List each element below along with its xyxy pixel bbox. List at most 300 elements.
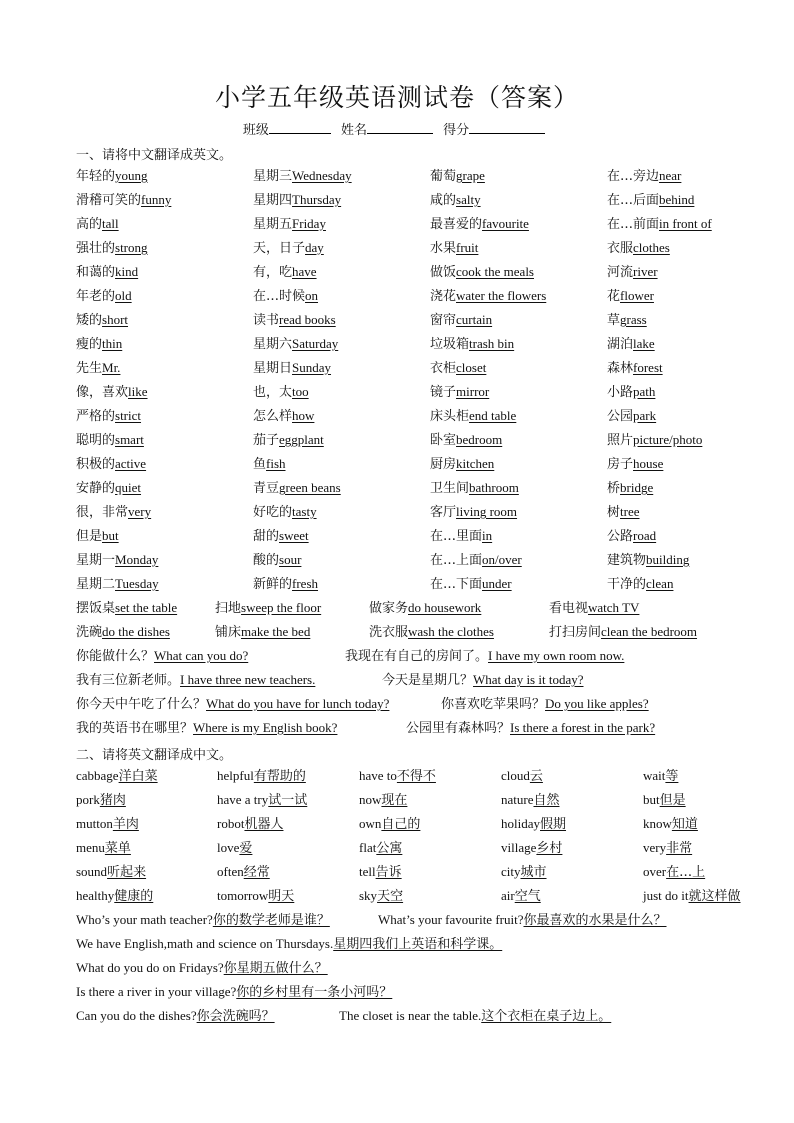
answer-text: do housework [408, 600, 482, 615]
class-label: 班级 [242, 123, 269, 138]
answer-text: in [482, 528, 493, 543]
question-text: 酸的 [253, 553, 280, 568]
answer-text: bathroom [469, 480, 519, 495]
translation-item [430, 552, 525, 569]
answer-text: 不得不 [396, 769, 436, 784]
translation-item [76, 552, 161, 569]
answer-text: building [646, 552, 690, 567]
question-text: 窗帘 [430, 313, 457, 328]
translation-item [253, 216, 329, 233]
translation-item [430, 432, 505, 449]
answer-text: Wednesday [292, 168, 352, 183]
question-text: over [643, 864, 667, 879]
translation-item [359, 816, 423, 833]
translation-item [607, 576, 676, 593]
translation-item [430, 192, 484, 209]
question-text: 最喜爱的 [430, 217, 483, 232]
question-text: 我的英语书在哪里？ [76, 721, 194, 736]
translation-item [76, 288, 135, 305]
question-text: 鱼 [253, 457, 267, 472]
question-text: 积极的 [76, 457, 116, 472]
translation-item [76, 336, 125, 353]
translation-item [607, 456, 666, 473]
answer-text: What can you do? [154, 648, 249, 663]
answer-text: living room [456, 504, 518, 519]
answer-text: 等 [665, 769, 679, 784]
question-text: 怎么样 [253, 409, 293, 424]
translation-item [382, 672, 586, 689]
answer-text: how [292, 408, 315, 423]
translation-item [76, 624, 173, 641]
name-label: 姓名 [340, 123, 367, 138]
question-text: 强壮的 [76, 241, 116, 256]
answer-text: sweet [279, 528, 309, 543]
question-text: 看电视 [549, 601, 589, 616]
answer-text: path [633, 384, 656, 399]
answer-text: 你的乡村里有一条小河吗？ [236, 985, 393, 1000]
translation-item [441, 696, 652, 713]
translation-item [253, 408, 317, 425]
translation-item [76, 528, 122, 545]
answer-text: day [305, 240, 324, 255]
translation-item [76, 864, 149, 881]
answer-text: 现在 [381, 793, 408, 808]
name-blank [367, 120, 433, 134]
question-text: helpful [217, 768, 254, 783]
question-text: 好吃的 [253, 505, 293, 520]
answer-text: mirror [456, 384, 490, 399]
question-text: 公路 [607, 529, 634, 544]
question-text: have a try [217, 792, 269, 807]
question-text: 干净的 [607, 577, 647, 592]
question-text: 葡萄 [430, 169, 457, 184]
translation-item [76, 216, 122, 233]
question-text: 扫地 [215, 601, 242, 616]
answer-text: green beans [279, 480, 341, 495]
question-text: sky [359, 888, 378, 903]
question-text: own [359, 816, 382, 831]
question-text: 有，吃 [253, 265, 293, 280]
translation-item [549, 600, 642, 617]
translation-item [643, 864, 708, 881]
answer-text: 明天 [268, 889, 295, 904]
question-text: 公园里有森林吗？ [406, 721, 511, 736]
answer-text: clothes [633, 240, 670, 255]
question-text: 在…下面 [430, 577, 483, 592]
translation-item [76, 696, 392, 713]
question-text: 年老的 [76, 289, 116, 304]
question-text: What do you do on Fridays? [76, 960, 224, 975]
answer-text: on/over [482, 552, 522, 567]
question-text: 草 [607, 313, 621, 328]
question-text: just do it [643, 888, 689, 903]
translation-item [430, 384, 492, 401]
question-text: 星期一 [76, 553, 116, 568]
translation-item [501, 816, 569, 833]
answer-text: Sunday [292, 360, 332, 375]
translation-item [607, 288, 657, 305]
question-text: 聪明的 [76, 433, 116, 448]
answer-text: 这个衣柜在桌子边上。 [481, 1009, 612, 1024]
answer-text: active [115, 456, 147, 471]
answer-text: 听起来 [107, 865, 147, 880]
question-text: 星期六 [253, 337, 293, 352]
answer-text: closet [456, 360, 487, 375]
translation-item [76, 480, 144, 497]
translation-item [215, 624, 313, 641]
translation-item [253, 504, 320, 521]
question-text: village [501, 840, 537, 855]
question-text: 镜子 [430, 385, 457, 400]
translation-item [359, 768, 439, 785]
translation-item [345, 648, 627, 665]
answer-text: road [633, 528, 657, 543]
translation-item [253, 384, 312, 401]
translation-item [215, 600, 324, 617]
question-text: 床头柜 [430, 409, 470, 424]
translation-item [607, 168, 684, 185]
translation-item [369, 600, 484, 617]
question-text: 星期三 [253, 169, 293, 184]
answer-text: 自己的 [381, 817, 421, 832]
translation-item [76, 384, 151, 401]
translation-item [430, 312, 495, 329]
answer-text: 猪肉 [99, 793, 126, 808]
answer-text: 你星期五做什么？ [223, 961, 328, 976]
answer-text: 菜单 [104, 841, 131, 856]
answer-text: 爱 [239, 841, 253, 856]
answer-text: 洋白菜 [118, 769, 158, 784]
translation-item [607, 552, 692, 569]
translation-item [501, 888, 544, 905]
answer-text: Monday [115, 552, 159, 567]
question-text: cloud [501, 768, 530, 783]
question-text: 洗碗 [76, 625, 103, 640]
answer-text: make the bed [241, 624, 311, 639]
translation-item [253, 240, 327, 257]
translation-item [607, 432, 705, 449]
question-text: very [643, 840, 667, 855]
question-text: holiday [501, 816, 540, 831]
question-text: 湖泊 [607, 337, 634, 352]
question-text: 瘦的 [76, 337, 103, 352]
question-text: 但是 [76, 529, 103, 544]
answer-text: 你最喜欢的水果是什么？ [523, 913, 667, 928]
translation-item [253, 312, 339, 329]
answer-text: 乡村 [536, 841, 563, 856]
question-text: 我有三位新老师。 [76, 673, 181, 688]
translation-item [643, 816, 701, 833]
translation-item [253, 168, 355, 185]
question-text: Who’s your math teacher? [76, 912, 213, 927]
question-text: cabbage [76, 768, 119, 783]
translation-item [217, 816, 286, 833]
question-text: 你喜欢吃苹果吗？ [441, 697, 546, 712]
score-blank [469, 120, 545, 134]
question-text: 茄子 [253, 433, 280, 448]
answer-text: but [102, 528, 119, 543]
translation-item [643, 840, 695, 857]
translation-item [430, 264, 537, 281]
answer-text: Is there a forest in the park? [510, 720, 656, 735]
answer-text: 天空 [377, 889, 404, 904]
question-text: 桥 [607, 481, 621, 496]
translation-item [607, 192, 697, 209]
question-text: 你能做什么？ [76, 649, 155, 664]
class-blank [269, 120, 331, 134]
translation-item [76, 960, 331, 977]
answer-text: short [102, 312, 129, 327]
translation-item [378, 912, 670, 929]
translation-item [607, 408, 659, 425]
question-text: 照片 [607, 433, 634, 448]
answer-text: 但是 [659, 793, 686, 808]
question-text: 也，太 [253, 385, 293, 400]
translation-item [76, 168, 151, 185]
question-text: city [501, 864, 521, 879]
answer-text: like [128, 384, 148, 399]
translation-item [76, 600, 180, 617]
translation-item [253, 456, 289, 473]
translation-item [217, 768, 309, 785]
answer-text: river [633, 264, 658, 279]
section-1-heading: 一、请将中文翻译成英文。 [76, 148, 233, 163]
question-text: 今天是星期几？ [382, 673, 474, 688]
translation-item [253, 192, 344, 209]
answer-text: park [633, 408, 657, 423]
answer-text: 假期 [540, 817, 567, 832]
answer-text: 公寓 [376, 841, 403, 856]
answer-text: Do you like apples? [545, 696, 649, 711]
answer-text: Tuesday [115, 576, 159, 591]
question-text: 水果 [430, 241, 457, 256]
translation-item [430, 288, 549, 305]
answer-text: strong [115, 240, 148, 255]
translation-item [76, 840, 134, 857]
translation-item [76, 312, 131, 329]
translation-item [76, 912, 333, 929]
answer-text: set the table [115, 600, 178, 615]
question-text: 森林 [607, 361, 634, 376]
translation-item [76, 264, 141, 281]
answer-text: 有帮助的 [253, 769, 306, 784]
translation-item [607, 216, 715, 233]
answer-text: 机器人 [244, 817, 284, 832]
answer-text: thin [102, 336, 123, 351]
question-text: tell [359, 864, 376, 879]
answer-text: wash the clothes [408, 624, 494, 639]
answer-text: house [633, 456, 664, 471]
translation-item [430, 528, 495, 545]
answer-text: on [305, 288, 319, 303]
translation-item [430, 240, 481, 257]
question-text: 客厅 [430, 505, 457, 520]
translation-item [430, 408, 519, 425]
answer-text: tasty [292, 504, 317, 519]
question-text: 小路 [607, 385, 634, 400]
translation-item [253, 336, 341, 353]
student-info [0, 119, 794, 138]
question-text: love [217, 840, 240, 855]
translation-item [76, 768, 161, 785]
translation-item [76, 576, 162, 593]
translation-item [253, 432, 327, 449]
answer-text: tree [620, 504, 640, 519]
answer-text: fish [266, 456, 286, 471]
question-text: 你今天中午吃了什么？ [76, 697, 207, 712]
question-text: have to [359, 768, 397, 783]
translation-item [607, 264, 661, 281]
translation-item [643, 768, 681, 785]
answer-text: have [292, 264, 317, 279]
translation-item [253, 480, 344, 497]
translation-item [501, 768, 546, 785]
question-text: 在…前面 [607, 217, 660, 232]
answer-text: watch TV [588, 600, 640, 615]
translation-item [76, 240, 151, 257]
answer-text: sweep the floor [241, 600, 322, 615]
question-text: 在…后面 [607, 193, 660, 208]
question-text: 矮的 [76, 313, 103, 328]
question-text: 树 [607, 505, 621, 520]
translation-item [253, 552, 304, 569]
translation-item [369, 624, 497, 641]
translation-item [76, 816, 142, 833]
answer-text: in front of [659, 216, 712, 231]
question-text: 浇花 [430, 289, 457, 304]
translation-item [549, 624, 700, 641]
answer-text: 云 [529, 769, 543, 784]
answer-text: cook the meals [456, 264, 534, 279]
question-text: often [217, 864, 244, 879]
question-text: 天，日子 [253, 241, 306, 256]
answer-text: do the dishes [102, 624, 170, 639]
question-text: air [501, 888, 515, 903]
translation-item [607, 360, 666, 377]
answer-text: old [115, 288, 132, 303]
answer-text: trash bin [469, 336, 515, 351]
answer-text: bridge [620, 480, 654, 495]
answer-text: 经常 [243, 865, 270, 880]
question-text: 摆饭桌 [76, 601, 116, 616]
answer-text: fruit [456, 240, 479, 255]
translation-item [607, 336, 658, 353]
question-text: 建筑物 [607, 553, 647, 568]
question-text: menu [76, 840, 105, 855]
question-text: tomorrow [217, 888, 269, 903]
answer-text: under [482, 576, 512, 591]
question-text: Is there a river in your village? [76, 984, 237, 999]
question-text: Can you do the dishes? [76, 1008, 197, 1023]
question-text: 星期五 [253, 217, 293, 232]
translation-item [430, 336, 517, 353]
section-2-heading: 二、请将英文翻译成中文。 [76, 748, 233, 763]
answer-text: too [292, 384, 309, 399]
question-text: 星期四 [253, 193, 293, 208]
question-text: 公园 [607, 409, 634, 424]
question-text: 先生 [76, 361, 103, 376]
question-text: 甜的 [253, 529, 280, 544]
question-text: 星期日 [253, 361, 293, 376]
translation-item [359, 864, 405, 881]
translation-item [607, 528, 659, 545]
translation-item [607, 312, 650, 329]
question-text: 青豆 [253, 481, 280, 496]
translation-item [607, 384, 658, 401]
translation-item [217, 840, 255, 857]
translation-item [359, 840, 405, 857]
question-text: 在…旁边 [607, 169, 660, 184]
answer-text: 告诉 [375, 865, 402, 880]
answer-text: forest [633, 360, 663, 375]
answer-text: fresh [292, 576, 319, 591]
answer-text: 你会洗碗吗？ [196, 1009, 275, 1024]
answer-text: flower [620, 288, 654, 303]
question-text: 在…上面 [430, 553, 483, 568]
question-text: 在…时候 [253, 289, 306, 304]
answer-text: Mr. [102, 360, 121, 375]
translation-item [217, 888, 297, 905]
answer-text: behind [659, 192, 695, 207]
translation-item [217, 792, 310, 809]
question-text: wait [643, 768, 666, 783]
answer-text: young [115, 168, 148, 183]
translation-item [253, 528, 312, 545]
question-text: 垃圾箱 [430, 337, 470, 352]
translation-item [76, 504, 154, 521]
translation-item [253, 576, 321, 593]
answer-text: eggplant [279, 432, 324, 447]
answer-text: quiet [115, 480, 142, 495]
question-text: flat [359, 840, 377, 855]
answer-text: end table [469, 408, 517, 423]
answer-text: sour [279, 552, 302, 567]
translation-item [643, 888, 744, 905]
answer-text: very [128, 504, 152, 519]
question-text: 河流 [607, 265, 634, 280]
translation-item [76, 936, 505, 953]
question-text: mutton [76, 816, 113, 831]
translation-item [76, 888, 156, 905]
answer-text: 自然 [533, 793, 560, 808]
answer-text: Friday [292, 216, 326, 231]
answer-text: 试一试 [268, 793, 308, 808]
translation-item [253, 264, 320, 281]
question-text: 衣服 [607, 241, 634, 256]
answer-text: grass [620, 312, 647, 327]
question-text: 像，喜欢 [76, 385, 129, 400]
question-text: What’s your favourite fruit? [378, 912, 524, 927]
answer-text: tall [102, 216, 119, 231]
question-text: 高的 [76, 217, 103, 232]
translation-item [501, 840, 565, 857]
translation-item [643, 792, 689, 809]
translation-item [76, 1008, 278, 1025]
answer-text: strict [115, 408, 142, 423]
translation-item [430, 168, 488, 185]
score-label: 得分 [443, 123, 470, 138]
question-text: 很，非常 [76, 505, 129, 520]
question-text: robot [217, 816, 245, 831]
translation-item [76, 456, 149, 473]
answer-text: grape [456, 168, 485, 183]
question-text: 卧室 [430, 433, 457, 448]
question-text: sound [76, 864, 108, 879]
translation-item [430, 360, 489, 377]
question-text: 做饭 [430, 265, 457, 280]
translation-item [607, 480, 656, 497]
answer-text: 星期四我们上英语和科学课。 [333, 937, 503, 952]
